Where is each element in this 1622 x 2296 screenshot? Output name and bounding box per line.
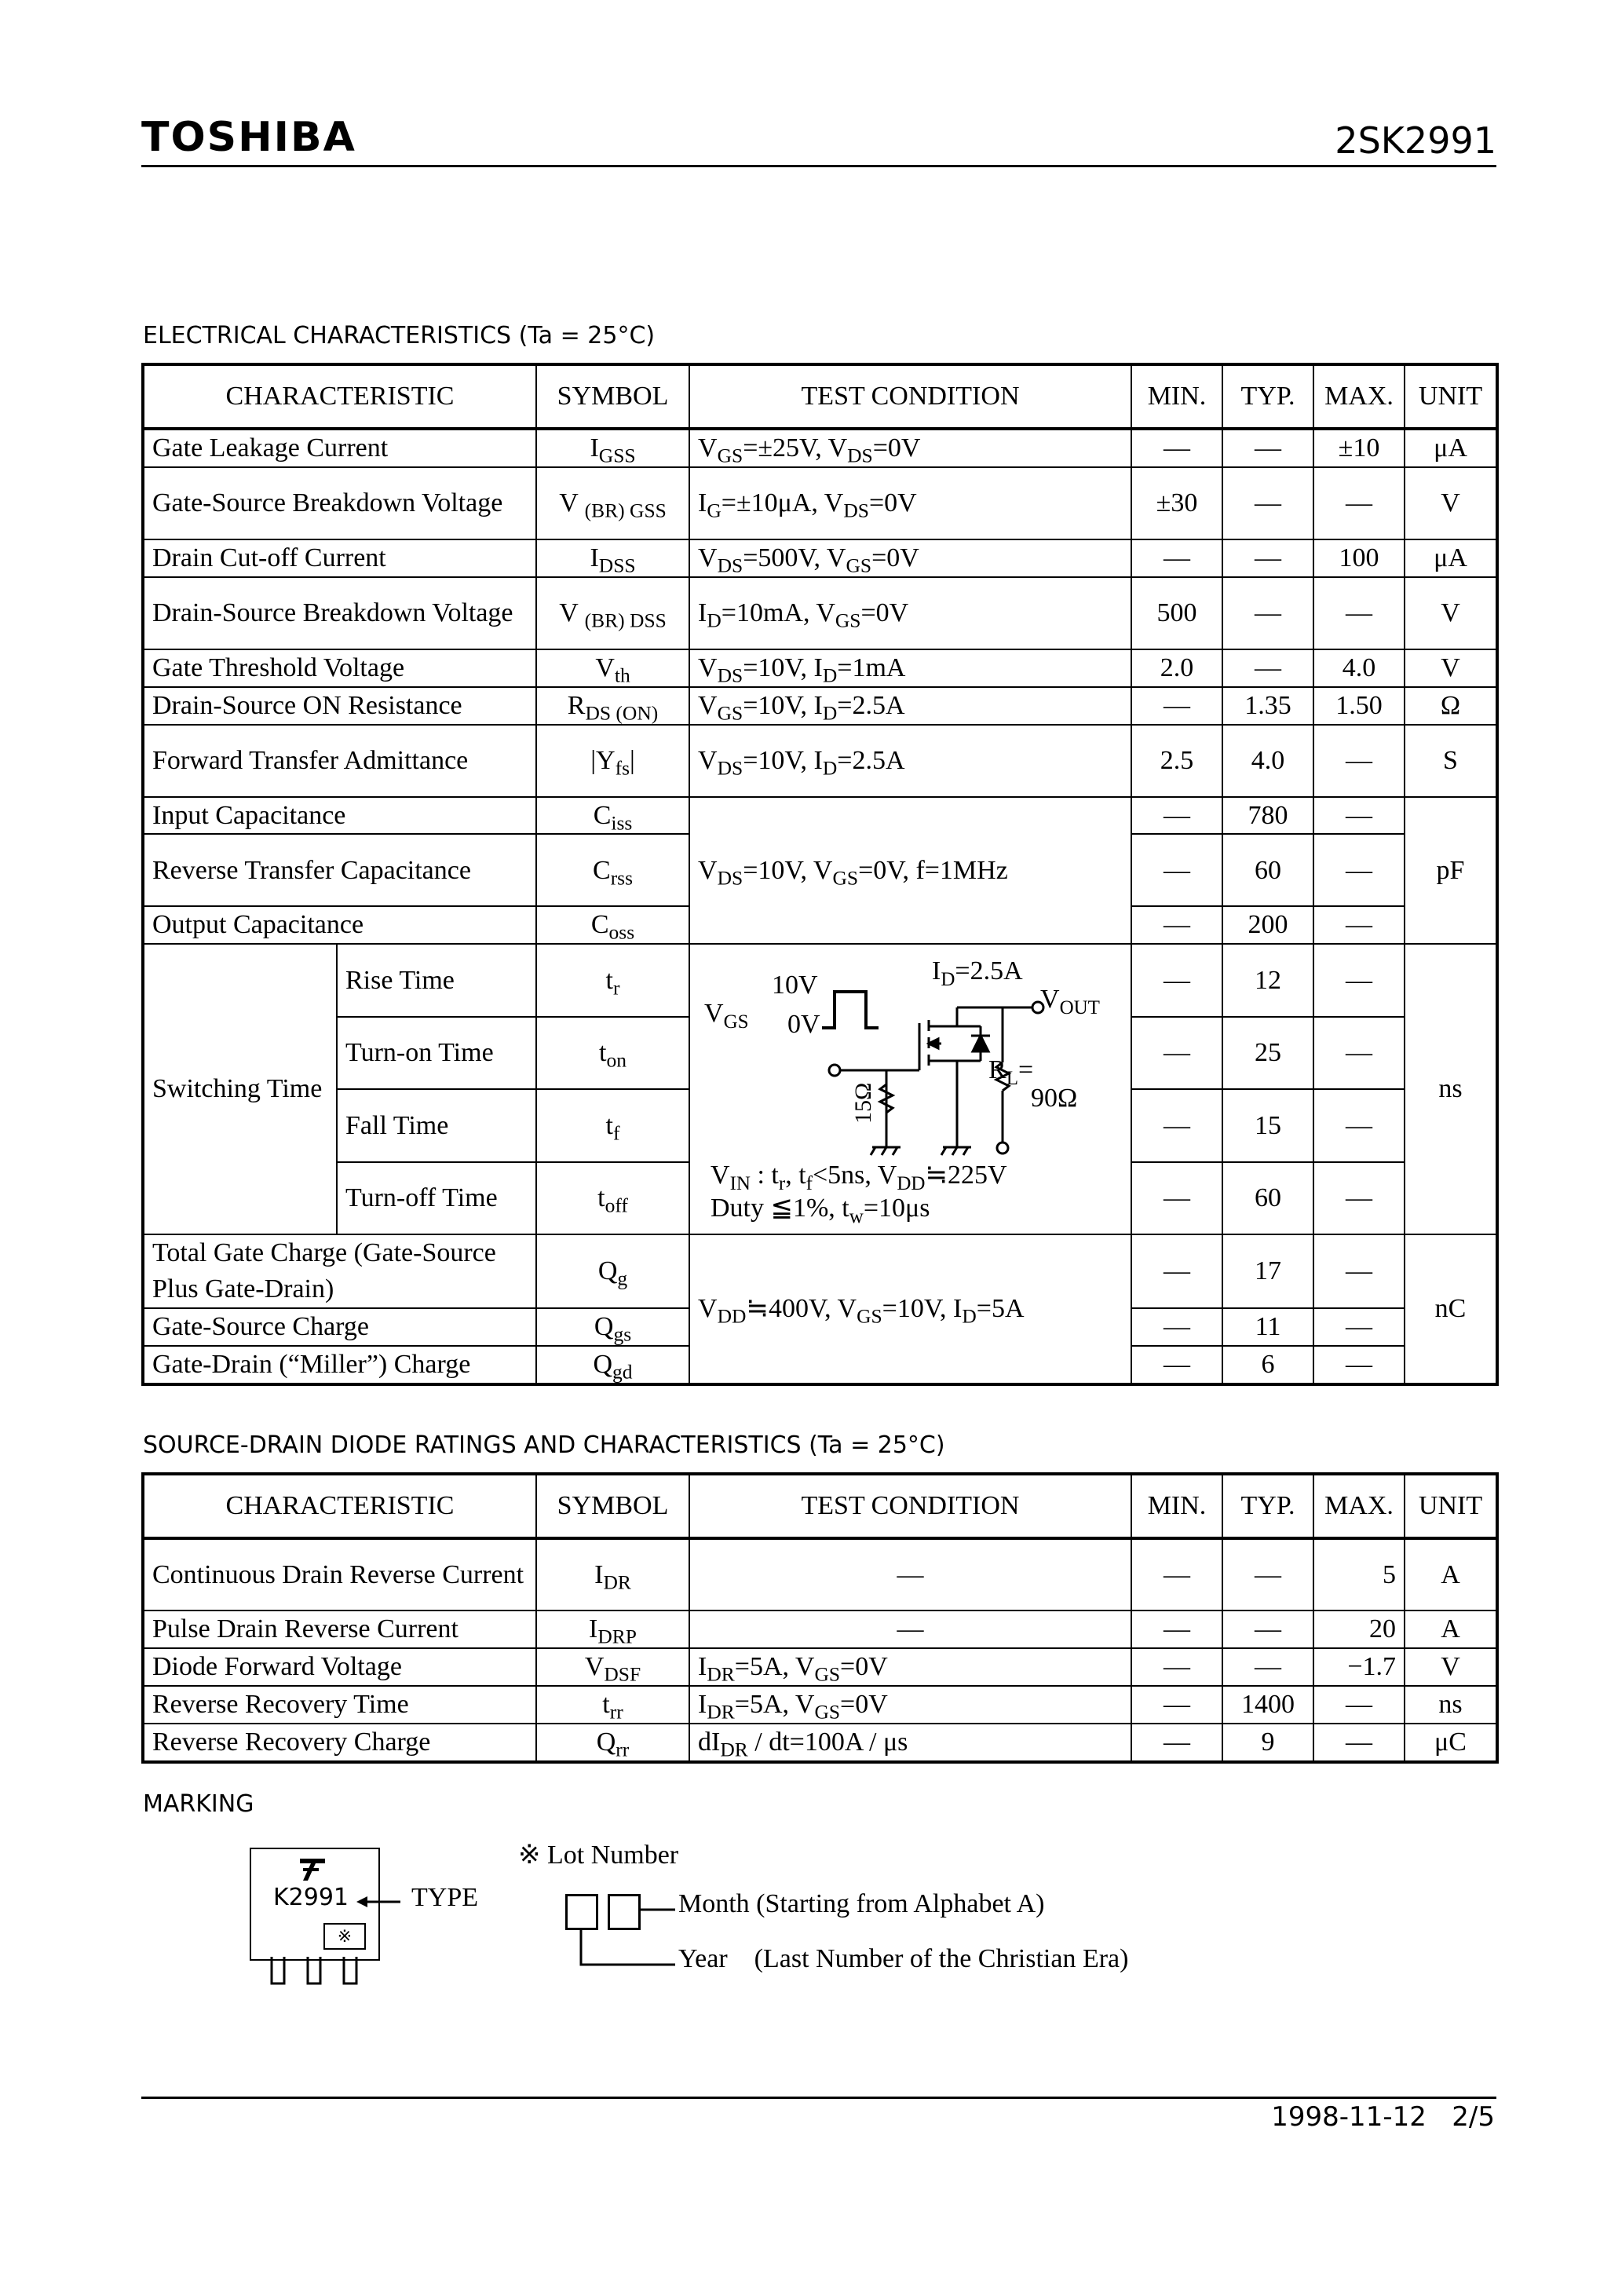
type-arrow xyxy=(355,1894,402,1910)
table-row: Drain Cut-off Current $I_{DSS}$ $V_{DS}=500V$, $V_{GS}=0V$ — — 100 μA xyxy=(143,539,1497,577)
table-row: Reverse Recovery Time $t_{rr}$ $I_{DR}=5A$, $V_{GS}=0V$ — 1400 — ns xyxy=(143,1686,1497,1724)
lot-number-label: ※ Lot Number xyxy=(518,1841,679,1870)
brand-logo: TOSHIBA xyxy=(141,114,356,161)
vgs-high-label: 10V xyxy=(772,971,818,1000)
vin-label: $V_{IN}$ : $t_r$, $t_f<5ns$, $V_{DD}≒225V$ xyxy=(711,1161,1007,1195)
type-code: K2991 xyxy=(273,1884,349,1911)
package-leads xyxy=(250,1947,383,2010)
table-row: Reverse Transfer Capacitance $C_{rss}$ — 60 — xyxy=(143,834,1497,906)
table-row: Gate Leakage Current $I_{GSS}$ $V_{GS}=\pm 25V$, $V_{DS}=0V$ — — ±10 μA xyxy=(143,429,1497,467)
table-row: Gate Threshold Voltage $V_{th}$ $V_{DS}=10V$, $I_D=1mA$ 2.0 — 4.0 V xyxy=(143,649,1497,687)
table-row: Reverse Recovery Charge $Q_{rr}$ $dI_{DR} / dt=100A / \mu s$ — 9 — μC xyxy=(143,1724,1497,1762)
table-row: Turn-off Time $t_{off}$ — 60 — xyxy=(143,1162,1497,1235)
duty-label: Duty ≦1%, $t_w=10\mu s$ xyxy=(711,1194,930,1228)
col-unit: UNIT xyxy=(1405,364,1497,429)
table-row: Input Capacitance $C_{iss}$ $V_{DS}=10V$, $V_{GS}=0V$, f=1MHz — 780 — pF xyxy=(143,797,1497,835)
table-row: Turn-on Time $t_{on}$ — 25 — xyxy=(143,1017,1497,1090)
table-row: Switching Time Rise Time $t_r$ $V_{GS}$ 10V 0V $I_D=2.5A$ $V_{OUT}$ $R_L=$ 90Ω 15Ω $V_{IN}$ : $t_r$, $t_f<5ns$, $V_{DD}≒225V$ Duty ≦1%, $t_w=10\mu s$ — 12 — ns xyxy=(143,944,1497,1017)
diode-title: SOURCE-DRAIN DIODE RATINGS AND CHARACTERISTICS (Ta = 25°C) xyxy=(143,1431,945,1459)
col-typ: TYP. xyxy=(1222,364,1313,429)
year-label: Year (Last Number of the Christian Era) xyxy=(678,1944,1129,1973)
col-max: MAX. xyxy=(1313,364,1405,429)
rl-label: $R_L=$ xyxy=(988,1055,1034,1090)
month-label: Month (Starting from Alphabet A) xyxy=(678,1889,1045,1918)
gate-pulse-waveform xyxy=(822,992,879,1028)
part-number: 2SK2991 xyxy=(1335,119,1496,162)
col-symbol: SYMBOL xyxy=(536,364,689,429)
electrical-table xyxy=(141,363,1499,1386)
col-min: MIN. xyxy=(1131,364,1222,429)
table-row: Continuous Drain Reverse Current $I_{DR}$ — — — 5 A xyxy=(143,1538,1497,1610)
table-header xyxy=(143,364,1497,429)
table-row: Forward Transfer Admittance $|Y_{fs}|$ $V_{DS}=10V$, $I_D=2.5A$ 2.5 4.0 — S xyxy=(143,725,1497,797)
gate-resistor-label: 15Ω xyxy=(850,1083,877,1124)
vgs-low-label: 0V xyxy=(787,1010,820,1040)
table-row: Drain-Source Breakdown Voltage V $_{(BR) DSS}$ $I_D=10mA$, $V_{GS}=0V$ 500 — — V xyxy=(143,577,1497,649)
table-row: Total Gate Charge (Gate-Source Plus Gate-Drain) $Q_g$ $V_{DD}≒400V$, $V_{GS}=10V$, $I_D=5A$ — 17 — nC xyxy=(143,1234,1497,1308)
vout-label: $V_{OUT}$ xyxy=(1040,985,1100,1019)
table-row: Pulse Drain Reverse Current $I_{DRP}$ — — — 20 A xyxy=(143,1610,1497,1648)
rl-value: 90Ω xyxy=(1031,1084,1078,1113)
vgs-label: $V_{GS}$ xyxy=(704,999,749,1033)
table-row: Gate-Drain (“Miller”) Charge $Q_{gd}$ — 6 — xyxy=(143,1346,1497,1384)
table-row: Fall Time $t_f$ — 15 — xyxy=(143,1089,1497,1162)
table-row: Drain-Source ON Resistance $R_{DS (ON)}$ $V_{GS}=10V$, $I_D=2.5A$ — 1.35 1.50 Ω xyxy=(143,687,1497,725)
table-row: Gate-Source Charge $Q_{gs}$ — 11 — xyxy=(143,1308,1497,1346)
marking-title: MARKING xyxy=(143,1790,254,1818)
table-row: Output Capacitance $C_{oss}$ — 200 — xyxy=(143,906,1497,944)
toshiba-logo-icon xyxy=(297,1855,328,1882)
footer-rule xyxy=(141,2097,1496,2099)
table-row: Gate-Source Breakdown Voltage V $_{(BR) GSS}$ $I_G=\pm 10\mu A$, $V_{DS}=0V$ ±30 — — V xyxy=(143,467,1497,539)
diode-table xyxy=(141,1472,1499,1764)
id-label: $I_D=2.5A$ xyxy=(932,956,1023,991)
electrical-title: ELECTRICAL CHARACTERISTICS (Ta = 25°C) xyxy=(143,322,656,349)
lot-number-box: ※ xyxy=(323,1923,366,1950)
header-rule xyxy=(141,165,1496,167)
col-test-condition: TEST CONDITION xyxy=(689,364,1131,429)
footer-date-page: 1998-11-12 2/5 xyxy=(1271,2101,1495,2133)
type-label: TYPE xyxy=(411,1883,478,1912)
table-header: CHARACTERISTIC SYMBOL TEST CONDITION MIN. TYP. MAX. UNIT xyxy=(143,1474,1497,1538)
col-characteristic: CHARACTERISTIC xyxy=(143,364,536,429)
table-row: Diode Forward Voltage $V_{DSF}$ $I_{DR}=5A$, $V_{GS}=0V$ — — −1.7 V xyxy=(143,1648,1497,1686)
switching-circuit-diagram xyxy=(690,945,1129,1234)
switching-test-circuit xyxy=(689,944,1131,1234)
